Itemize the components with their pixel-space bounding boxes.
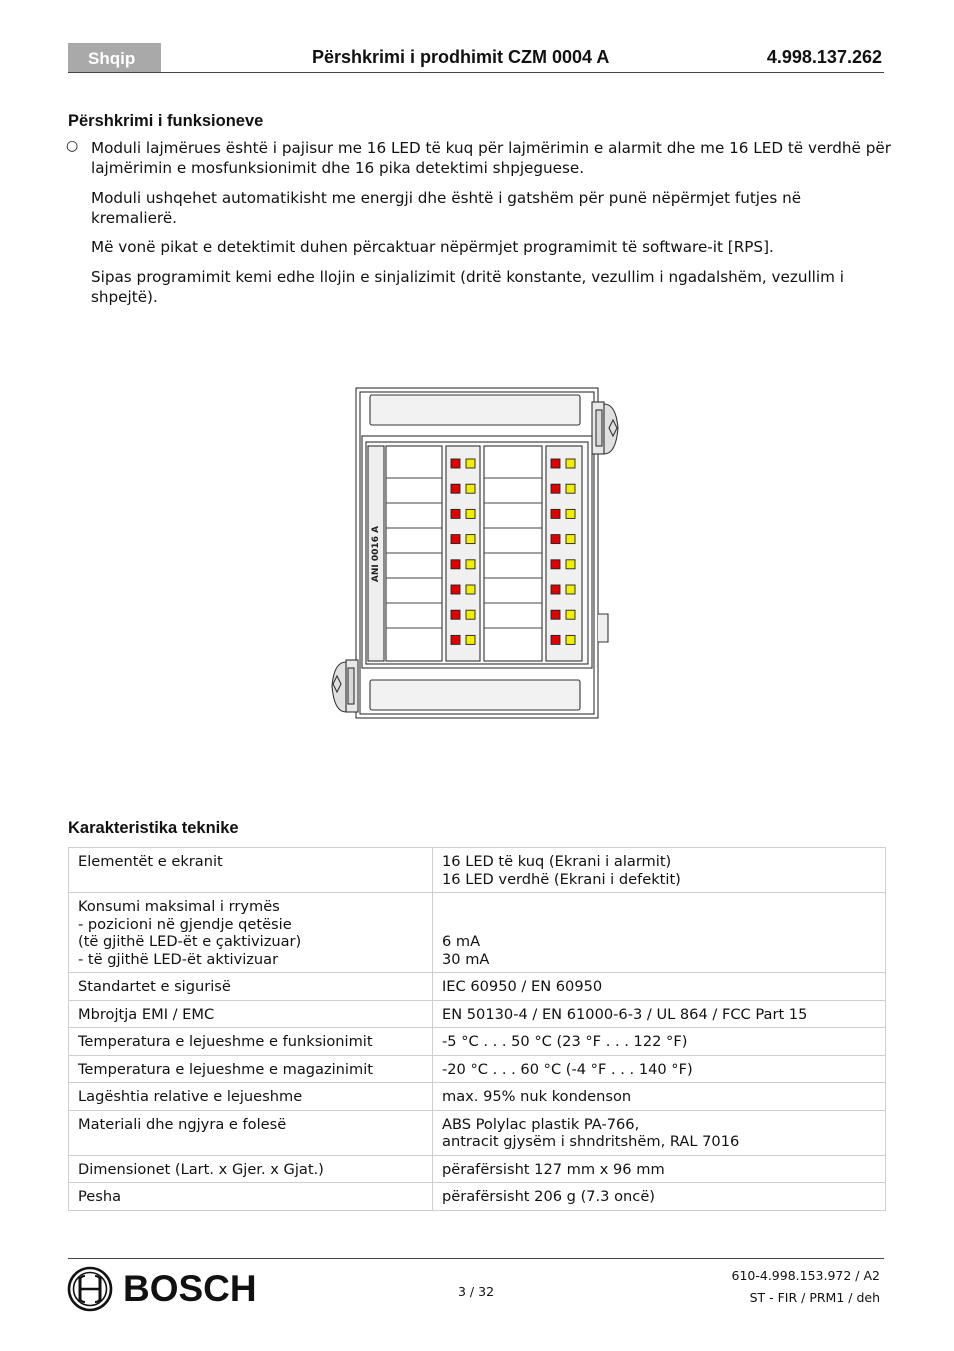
alarm-led: [451, 635, 460, 644]
bosch-armature-icon: [67, 1266, 113, 1312]
table-row: [69, 973, 886, 1001]
table-cell: Pesha: [69, 1183, 433, 1211]
table-cell: Standartet e sigurisë: [69, 973, 433, 1001]
table-cell: 16 LED të kuq (Ekrani i alarmit) 16 LED verdhë (Ekrani i defektit): [433, 848, 886, 893]
alarm-led: [551, 459, 560, 468]
alarm-led: [551, 635, 560, 644]
alarm-led: [451, 610, 460, 619]
functions-paragraph-2: Moduli ushqehet automatikisht me energji dhe është i gatshëm për punë nëpërmjet futjes në kremalierë.: [91, 189, 802, 227]
fault-led: [566, 509, 575, 518]
alarm-led: [451, 560, 460, 569]
fault-led: [466, 509, 475, 518]
functions-heading: Përshkrimi i funksioneve: [68, 112, 264, 130]
alarm-led: [551, 535, 560, 544]
fault-led: [566, 459, 575, 468]
fault-led: [466, 610, 475, 619]
bullet-icon: ○: [66, 138, 79, 154]
alarm-led: [451, 459, 460, 468]
module-label: ANI 0016 A: [371, 525, 381, 583]
table-cell: Temperatura e lejueshme e magazinimit: [69, 1055, 433, 1083]
fault-led: [466, 535, 475, 544]
table-row: [69, 1000, 886, 1028]
fault-led: [466, 585, 475, 594]
table-row: [69, 1183, 886, 1211]
table-cell: 6 mA 30 mA: [433, 893, 886, 973]
fault-led: [466, 560, 475, 569]
footer-divider: [68, 1258, 884, 1259]
alarm-led: [551, 484, 560, 493]
table-cell: -5 °C . . . 50 °C (23 °F . . . 122 °F): [433, 1028, 886, 1056]
header-divider: [68, 72, 884, 73]
alarm-led: [551, 610, 560, 619]
document-title: Përshkrimi i prodhimit CZM 0004 A: [312, 47, 610, 67]
table-cell: Konsumi maksimal i rrymës - pozicioni në gjendje qetësie (të gjithë LED-ët e çaktivizuar) - të gjithë LED-ët aktivizuar: [69, 893, 433, 973]
table-row: [69, 893, 886, 973]
table-row: [69, 1055, 886, 1083]
table-row: [69, 1083, 886, 1111]
fault-led: [466, 459, 475, 468]
functions-paragraph-3: Më vonë pikat e detektimit duhen përcaktuar nëpërmjet programimit të software-it [RPS].: [91, 238, 774, 256]
alarm-led: [451, 484, 460, 493]
table-cell: max. 95% nuk kondenson: [433, 1083, 886, 1111]
language-tab: Shqip: [68, 43, 161, 73]
table-cell: përafërsisht 206 g (7.3 oncë): [433, 1183, 886, 1211]
fault-led: [566, 585, 575, 594]
bosch-logo: [67, 1265, 257, 1313]
table-cell: Materiali dhe ngjyra e folesë: [69, 1110, 433, 1155]
table-cell: Temperatura e lejueshme e funksionimit: [69, 1028, 433, 1056]
table-cell: përafërsisht 127 mm x 96 mm: [433, 1155, 886, 1183]
fault-led: [566, 535, 575, 544]
table-cell: ABS Polylac plastik PA-766, antracit gjysëm i shndritshëm, RAL 7016: [433, 1110, 886, 1155]
functions-paragraph-4: Sipas programimit kemi edhe llojin e sinjalizimit (dritë konstante, vezullim i ngadalshëm, vezullim i shpejtë).: [91, 268, 844, 306]
module-illustration: [320, 382, 630, 732]
alarm-led: [451, 535, 460, 544]
alarm-led: [551, 585, 560, 594]
table-cell: Lagështia relative e lejueshme: [69, 1083, 433, 1111]
fault-led: [466, 635, 475, 644]
alarm-led: [551, 509, 560, 518]
alarm-led: [551, 560, 560, 569]
alarm-led: [451, 585, 460, 594]
table-cell: Dimensionet (Lart. x Gjer. x Gjat.): [69, 1155, 433, 1183]
table-row: [69, 848, 886, 893]
table-cell: -20 °C . . . 60 °C (-4 °F . . . 140 °F): [433, 1055, 886, 1083]
technical-heading: Karakteristika teknike: [68, 819, 239, 837]
fault-led: [566, 635, 575, 644]
table-row: [69, 1155, 886, 1183]
document-number: 4.998.137.262: [766, 47, 882, 67]
fault-led: [466, 484, 475, 493]
brand-name: BOSCH: [123, 1268, 257, 1309]
table-cell: Mbrojtja EMI / EMC: [69, 1000, 433, 1028]
fault-led: [566, 560, 575, 569]
page-number: 3 / 32: [458, 1284, 495, 1299]
technical-table: [68, 847, 886, 1211]
document-reference: 610-4.998.153.972 / A2: [731, 1268, 880, 1283]
table-row: [69, 1028, 886, 1056]
functions-paragraph-1: Moduli lajmërues është i pajisur me 16 LED të kuq për lajmërimin e alarmit dhe me 16 LED të verdhë për lajmërimin e mosfunksionimit dhe 16 pika detektimi shpjeguese.: [91, 139, 891, 177]
table-cell: EN 50130-4 / EN 61000-6-3 / UL 864 / FCC Part 15: [433, 1000, 886, 1028]
table-cell: Elementët e ekranit: [69, 848, 433, 893]
fault-led: [566, 610, 575, 619]
fault-led: [566, 484, 575, 493]
department-reference: ST - FIR / PRM1 / deh: [749, 1290, 880, 1305]
table-row: [69, 1110, 886, 1155]
table-cell: IEC 60950 / EN 60950: [433, 973, 886, 1001]
alarm-led: [451, 509, 460, 518]
